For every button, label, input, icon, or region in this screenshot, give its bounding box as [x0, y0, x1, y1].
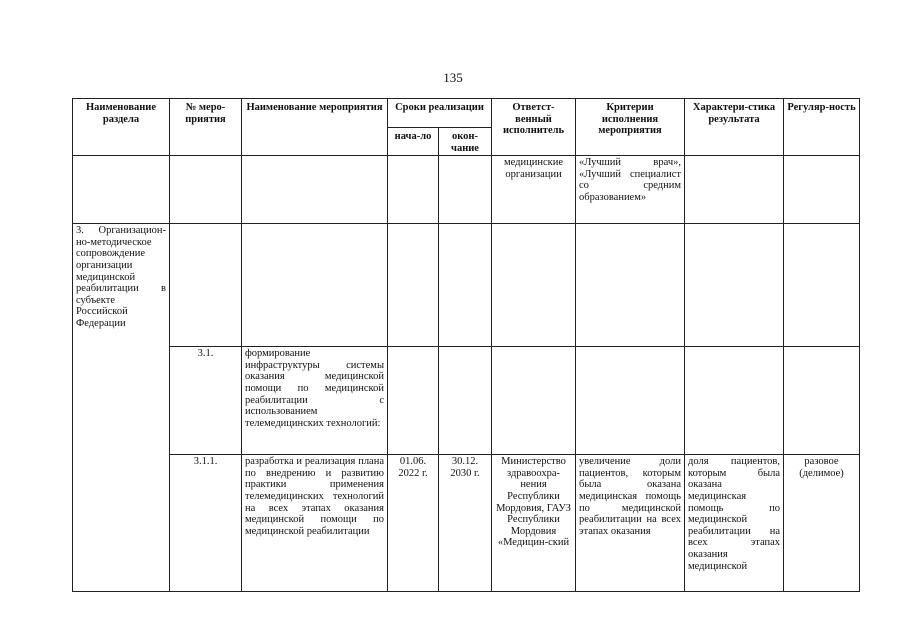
header-responsible: Ответст-венный исполнитель	[492, 99, 576, 156]
cell-start	[388, 347, 439, 455]
cell-result	[685, 224, 784, 347]
cell-number: 3.1.	[170, 347, 242, 455]
cell-criteria: увеличение доли пациентов, которым была оказана медицинская помощь по медицинской реабилитации на всех этапах оказания	[576, 455, 685, 592]
table-row	[73, 224, 860, 347]
header-criteria: Критерии исполнения мероприятия	[576, 99, 685, 156]
header-section: Наименование раздела	[73, 99, 170, 156]
cell-number	[170, 156, 242, 224]
cell-section	[73, 156, 170, 224]
header-regularity: Регуляр-ность	[784, 99, 860, 156]
cell-name	[242, 156, 388, 224]
cell-start: 01.06. 2022 г.	[388, 455, 439, 592]
cell-regularity	[784, 224, 860, 347]
table-row	[73, 156, 860, 224]
cell-end	[439, 224, 492, 347]
cell-number	[170, 224, 242, 347]
cell-result	[685, 156, 784, 224]
header-end: окон-чание	[439, 128, 492, 156]
cell-regularity	[784, 347, 860, 455]
cell-responsible	[492, 224, 576, 347]
header-number: № меро-приятия	[170, 99, 242, 156]
table-row	[73, 347, 860, 455]
cell-criteria	[576, 224, 685, 347]
cell-start	[388, 156, 439, 224]
cell-start	[388, 224, 439, 347]
cell-end	[439, 156, 492, 224]
cell-criteria	[576, 347, 685, 455]
cell-section: 3. Организацион-но-методическое сопровождение организации медицинской реабилитации в субъекте Российской Федерации	[73, 224, 170, 592]
cell-result	[685, 347, 784, 455]
cell-name	[242, 224, 388, 347]
cell-end	[439, 347, 492, 455]
header-start: нача-ло	[388, 128, 439, 156]
header-name: Наименование мероприятия	[242, 99, 388, 156]
cell-name: формирование инфраструктуры системы оказания медицинской помощи по медицинской реабилитации с использованием телемедицинских технологий:	[242, 347, 388, 455]
cell-responsible	[492, 347, 576, 455]
header-dates: Сроки реализации	[388, 99, 492, 128]
cell-name: разработка и реализация плана по внедрению и развитию практики применения телемедицинских технологий на всех этапах оказания медицинской помощи по медицинской реабилитации	[242, 455, 388, 592]
cell-criteria: «Лучший врач», «Лучший специалист со средним образованием»	[576, 156, 685, 224]
cell-number: 3.1.1.	[170, 455, 242, 592]
activity-plan-table	[72, 98, 860, 592]
page-number: 135	[443, 70, 463, 85]
cell-responsible: медицинские организации	[492, 156, 576, 224]
table-row	[73, 455, 860, 592]
cell-responsible: Министерство здравоохра-нения Республики Мордовия, ГАУЗ Республики Мордовия «Медицин-ский	[492, 455, 576, 592]
cell-regularity: разовое (делимое)	[784, 455, 860, 592]
header-result: Характери-стика результата	[685, 99, 784, 156]
cell-regularity	[784, 156, 860, 224]
cell-result: доля пациентов, которым была оказана медицинская помощь по медицинской реабилитации на всех этапах оказания медицинской	[685, 455, 784, 592]
cell-end: 30.12. 2030 г.	[439, 455, 492, 592]
header-row	[73, 99, 860, 128]
